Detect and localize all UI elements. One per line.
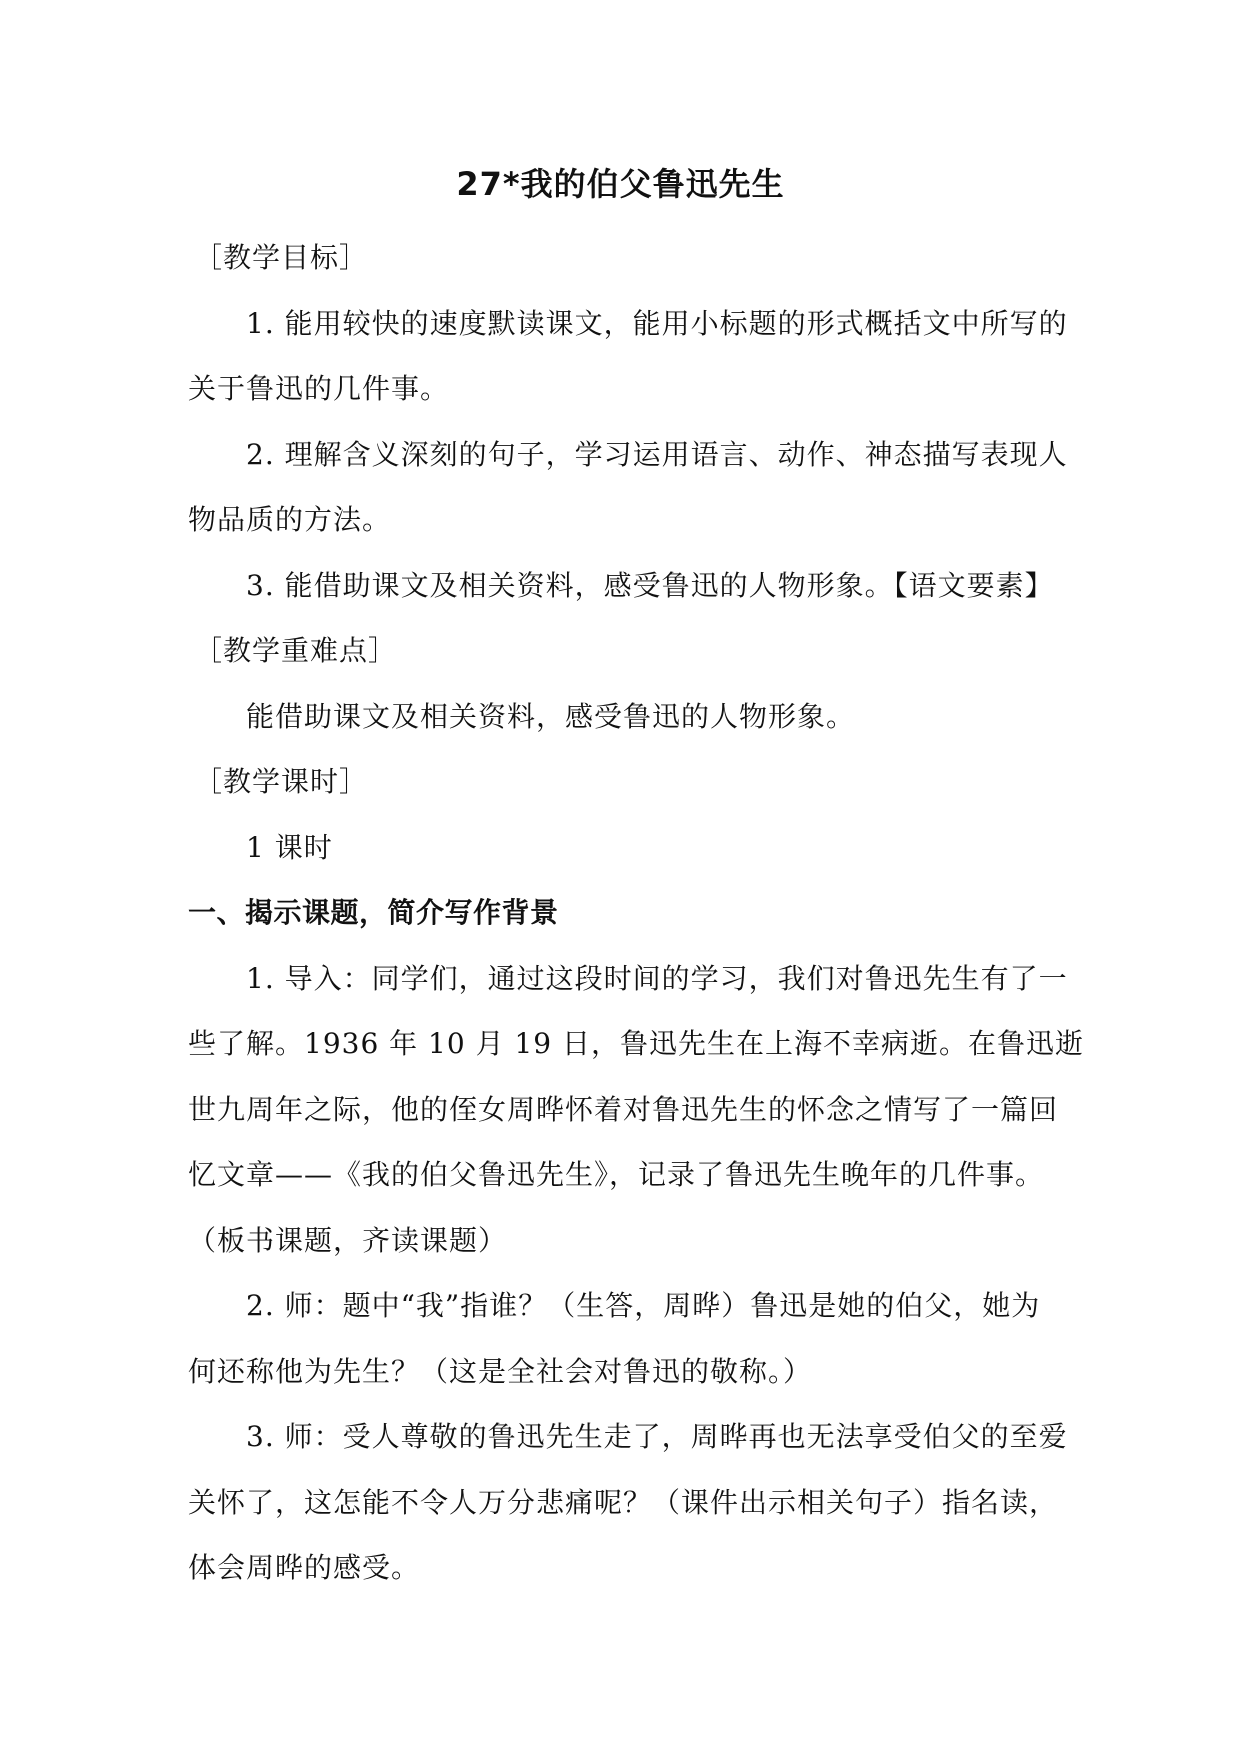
section-label-teaching-goals: ［教学目标］ — [194, 241, 369, 274]
goal-1-line-2: 关于鲁迅的几件事。 — [188, 372, 450, 405]
paragraph-2-line-2: 何还称他为先生？（这是全社会对鲁迅的敬称。） — [188, 1354, 813, 1388]
section-label-key-points: ［教学重难点］ — [194, 634, 398, 667]
paragraph-3-line-2: 关怀了，这怎能不令人万分悲痛呢？（课件出示相关句子）指名读， — [188, 1485, 1059, 1519]
key-points-text: 能借助课文及相关资料，感受鲁迅的人物形象。 — [246, 699, 856, 733]
goal-2-line-2: 物品质的方法。 — [188, 503, 392, 536]
paragraph-3-line-3: 体会周晔的感受。 — [188, 1551, 421, 1584]
paragraph-1-line-2: 些了解。1936 年 10 月 19 日，鲁迅先生在上海不幸病逝。在鲁迅逝 — [188, 1027, 1085, 1060]
paragraph-1-line-1: 1. 导入：同学们，通过这段时间的学习，我们对鲁迅先生有了一 — [246, 961, 1068, 995]
paragraph-1-line-3: 世九周年之际，他的侄女周晔怀着对鲁迅先生的怀念之情写了一篇回 — [188, 1092, 1059, 1126]
document-body — [188, 225, 1085, 1601]
class-hours-text: 1 课时 — [246, 830, 333, 864]
section-heading-1: 一、揭示课题，简介写作背景 — [188, 896, 559, 929]
section-label-class-hours: ［教学课时］ — [194, 765, 369, 798]
paragraph-1-line-5: （板书课题，齐读课题） — [188, 1223, 508, 1257]
document-title: 27*我的伯父鲁迅先生 — [456, 165, 785, 203]
goal-1-line-1: 1. 能用较快的速度默读课文，能用小标题的形式概括文中所写的 — [246, 306, 1068, 340]
paragraph-2-line-1: 2. 师：题中“我”指谁？（生答，周晔）鲁迅是她的伯父，她为 — [246, 1289, 1041, 1322]
goal-2-line-1: 2. 理解含义深刻的句子，学习运用语言、动作、神态描写表现人 — [246, 437, 1068, 471]
goal-3-line-1: 3. 能借助课文及相关资料，感受鲁迅的人物形象。【语文要素】 — [246, 568, 1054, 602]
paragraph-1-line-4: 忆文章——《我的伯父鲁迅先生》，记录了鲁迅先生晚年的几件事。 — [188, 1158, 1045, 1191]
paragraph-3-line-1: 3. 师：受人尊敬的鲁迅先生走了，周晔再也无法享受伯父的至爱 — [246, 1420, 1068, 1453]
